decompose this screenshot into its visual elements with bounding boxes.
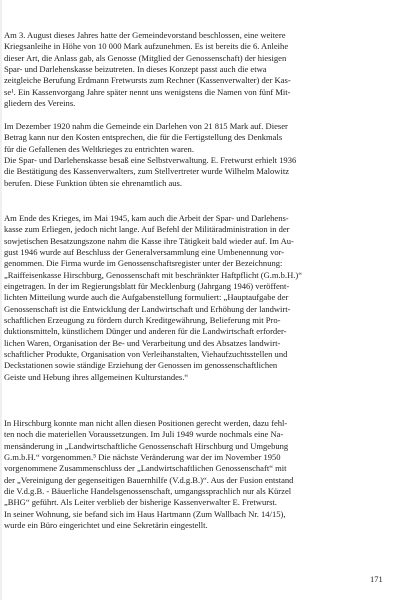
- text-line: dieser Art, die Anlass gab, als Genosse (Mitglied der Genossenschaft) der hiesigen: [4, 52, 287, 63]
- text-line: lichen Waren, Organisation der Be- und Verarbeitung und des Absatzes landwirt-: [4, 337, 281, 348]
- text-line: mensänderung in „Landwirtschaftliche Genossenschaft Hirschburg und Umgebung: [4, 440, 289, 451]
- text-line: Am Ende des Krieges, im Mai 1945, kam auch die Arbeit der Spar- und Darlehens-: [4, 213, 289, 223]
- text-line: schaftlicher Produkte, Organisation von Verleihanstalten, Viehaufzuchtsstellen und: [4, 349, 288, 360]
- text-line: Geiste und Hebung ihres allgemeinen Kulturstandes.“: [4, 371, 189, 382]
- text-line: genommen. Die Firma wurde im Genossenschaftsregister unter der Bezeichnung:: [4, 258, 283, 269]
- text-line: duktionsmitteln, künstlichem Dünger und anderen für die Landwirtschaft erforder-: [4, 326, 287, 337]
- text-line: Spar- und Darlehenskasse beizutreten. In dieses Konzept passt auch die etwa: [4, 64, 267, 75]
- paragraph-darlehen-1920: [4, 121, 360, 155]
- text-line: G.m.b.H.“ vorgenommen.⁵ Die nächste Veränderung war der im November 1950: [4, 452, 281, 463]
- text-line: „BHG“ geführt. Als Leiter verblieb der bisherige Kassenverwalter E. Fretwurst.: [4, 497, 277, 508]
- paragraph-hirschburg-bhg: [4, 418, 360, 531]
- text-line: die V.d.g.B. - Bäuerliche Handelsgenossenschaft, umgangssprachlich nur als Kürzel: [4, 486, 292, 497]
- text-line: Genossenschaft ist die Entwicklung der Landwirtschaft und Erhöhung der landwirt-: [4, 303, 291, 314]
- text-line: Deckstationen sowie ständige Erziehung der Genossen im genossenschaftlichen: [4, 360, 278, 371]
- text-line: In seiner Wohnung, sie befand sich im Haus Hartmann (Zum Wallbach Nr. 14/15),: [4, 508, 286, 519]
- text-line: ten noch die materiellen Voraussetzungen. Im Juli 1949 wurde nochmals eine Na-: [4, 429, 284, 440]
- text-line: schaftlichen Erzeugung zu fördern durch Kreditgewährung, Belieferung mit Pro-: [4, 315, 281, 326]
- text-line: Kriegsanleihe in Höhe von 10 000 Mark aufzunehmen. Es ist bereits die 6. Anleihe: [4, 41, 289, 52]
- text-line: der „Vereinigung der gegenseitigen Bauernhilfe (V.d.g.B.)“. Aus der Fusion entstand: [4, 474, 294, 485]
- text-line: berufen. Diese Funktion übten sie ehrenamtlich aus.: [4, 177, 183, 188]
- text-line: für die Gefallenen des Weltkrieges zu entrichten waren.: [4, 143, 194, 154]
- text-line: Im Dezember 1920 nahm die Gemeinde ein Darlehen von 21 815 Mark auf. Dieser: [4, 121, 288, 131]
- text-line: Betrag kann nur den Kosten entsprechen, die für die Fertigstellung des Denkmals: [4, 132, 283, 143]
- text-line: „Raiffeisenkasse Hirschburg, Genossenschaft mit beschränkter Haftpflicht (G.m.b.H.)“: [4, 269, 303, 280]
- text-line: gust 1946 wurde auf Beschluss der Generalversammlung eine Umbenennung vor-: [4, 247, 285, 258]
- text-line: sowjetischen Besatzungszone nahm die Kasse ihre Tätigkeit bald wieder auf. Im Au-: [4, 235, 294, 246]
- text-line: lichten Mitteilung wurde auch die Aufgabenstellung formuliert: „Hauptaufgabe der: [4, 292, 289, 303]
- paragraph-kriegsende-1945: [4, 213, 360, 383]
- page-gutter: [0, 0, 2, 600]
- text-line: kasse zum Erliegen, jedoch nicht lange. Auf Befehl der Militäradministration in der: [4, 224, 290, 235]
- page-number: 171: [370, 574, 383, 584]
- text-line: wurde ein Büro eingerichtet und eine Sekretärin eingestellt.: [4, 520, 208, 531]
- text-line: gliedern des Vereins.: [4, 98, 76, 109]
- paragraph-kriegsanleihe: [4, 30, 360, 109]
- text-line: die Bestätigung des Kassenverwalters, zum Stellvertreter wurde Wilhelm Malowitz: [4, 166, 290, 177]
- text-line: Am 3. August dieses Jahres hatte der Gemeindevorstand beschlossen, eine weitere: [4, 30, 286, 40]
- text-line: se¹. Ein Kassenvorgang Jahre später nennt uns wenigstens die Namen von fünf Mit-: [4, 86, 291, 97]
- text-line: vorgenommene Zusammenschluss der „Landwirtschaftlichen Genossenschaft“ mit: [4, 463, 287, 474]
- text-line: In Hirschburg konnte man nicht allen diesen Positionen gerecht werden, dazu fehl-: [4, 418, 288, 428]
- paragraph-selbstverwaltung: [4, 155, 360, 189]
- text-line: Die Spar- und Darlehenskasse besaß eine Selbstverwaltung. E. Fretwurst erhielt 1936: [4, 155, 297, 165]
- text-line: eingetragen. In der im Regierungsblatt für Mecklenburg (Jahrgang 1946) veröffent-: [4, 281, 290, 292]
- text-line: zeitgleiche Berufung Erdmann Fretwursts zum Rechner (Kassenverwalter) der Kas-: [4, 75, 291, 86]
